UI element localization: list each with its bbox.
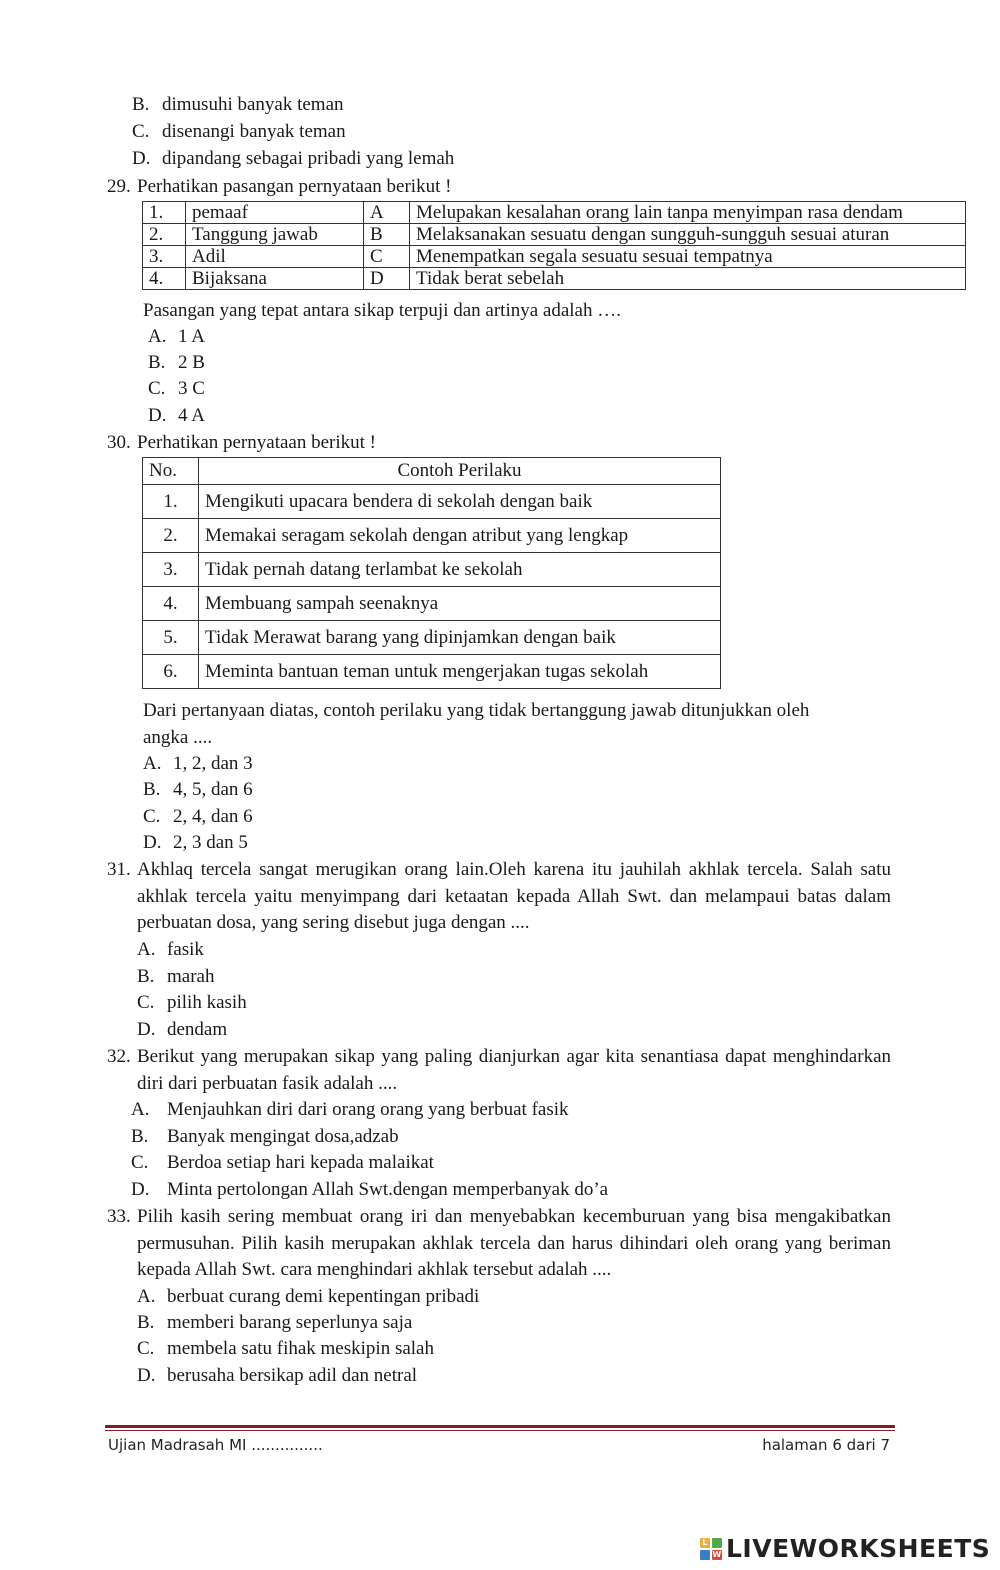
- q30-prompt-line1: Dari pertanyaan diatas, contoh perilaku yang tidak bertanggung jawab ditunjukkan oleh: [143, 700, 810, 721]
- q32-option-b[interactable]: B. Banyak mengingat dosa,adzab: [131, 1126, 399, 1147]
- q29-prompt: Pasangan yang tepat antara sikap terpuji dan artinya adalah ….: [143, 300, 621, 321]
- footer-left: Ujian Madrasah MI ...............: [108, 1436, 323, 1454]
- question-32: Berikut yang merupakan sikap yang paling dianjurkan agar kita senantiasa dapat menghindarkan diri dari perbuatan fasik adalah ....: [137, 1046, 891, 1094]
- q30-option-b[interactable]: B. 4, 5, dan 6: [143, 779, 253, 800]
- q31-option-a[interactable]: A. fasik: [137, 939, 204, 960]
- q32-option-d[interactable]: D. Minta pertolongan Allah Swt.dengan memperbanyak do’a: [131, 1179, 609, 1200]
- table-row: 3. Tidak pernah datang terlambat ke sekolah: [143, 553, 721, 587]
- q31-option-b[interactable]: B. marah: [137, 966, 215, 987]
- q32-option-a[interactable]: A. Menjauhkan diri dari orang orang yang berbuat fasik: [131, 1099, 569, 1120]
- q29-option-d[interactable]: D. 4 A: [148, 405, 205, 426]
- q29-table: [142, 201, 966, 290]
- q31-option-d[interactable]: D. dendam: [137, 1019, 228, 1040]
- q31-number: 31.: [107, 859, 131, 880]
- option-c[interactable]: C. disenangi banyak teman: [132, 121, 346, 142]
- q29-option-b[interactable]: B. 2 B: [148, 352, 205, 373]
- table-header: No. Contoh Perilaku: [143, 458, 721, 485]
- q33-option-a[interactable]: A. berbuat curang demi kepentingan pribadi: [137, 1286, 480, 1307]
- table-row: 3. Adil C Menempatkan segala sesuatu sesuai tempatnya: [143, 246, 966, 268]
- table-row: 6. Meminta bantuan teman untuk mengerjakan tugas sekolah: [143, 655, 721, 689]
- table-row: 1. Mengikuti upacara bendera di sekolah dengan baik: [143, 485, 721, 519]
- liveworksheets-logo-icon: L W: [700, 1538, 722, 1560]
- option-d[interactable]: D. dipandang sebagai pribadi yang lemah: [132, 148, 455, 169]
- question-33: Pilih kasih sering membuat orang iri dan menyebabkan kecemburuan yang bisa mengakibatkan permusuhan. Pilih kasih merupakan akhlak tercela dan harus dihindari oleh orang yang beriman kepada Allah Swt. cara menghindari akhlak tersebut adalah ....: [137, 1206, 891, 1281]
- q33-option-b[interactable]: B. memberi barang seperlunya saja: [137, 1312, 413, 1333]
- q30-prompt-line2: angka ....: [143, 727, 213, 748]
- table-row: 1. pemaaf A Melupakan kesalahan orang lain tanpa menyimpan rasa dendam: [143, 202, 966, 224]
- table-row: 2. Tanggung jawab B Melaksanakan sesuatu dengan sungguh-sungguh sesuai aturan: [143, 224, 966, 246]
- q32-option-c[interactable]: C. Berdoa setiap hari kepada malaikat: [131, 1152, 434, 1173]
- q29-option-c[interactable]: C. 3 C: [148, 378, 205, 399]
- q30-option-c[interactable]: C. 2, 4, dan 6: [143, 806, 253, 827]
- q33-option-d[interactable]: D. berusaha bersikap adil dan netral: [137, 1365, 418, 1386]
- q30-table: [142, 457, 721, 689]
- q30-option-d[interactable]: D. 2, 3 dan 5: [143, 832, 248, 853]
- table-row: 2. Memakai seragam sekolah dengan atribut yang lengkap: [143, 519, 721, 553]
- q29-option-a[interactable]: A. 1 A: [148, 326, 205, 347]
- table-row: 4. Bijaksana D Tidak berat sebelah: [143, 268, 966, 290]
- table-row: 4. Membuang sampah seenaknya: [143, 587, 721, 621]
- footer-page-number: halaman 6 dari 7: [762, 1436, 890, 1454]
- question-31: Akhlaq tercela sangat merugikan orang lain.Oleh karena itu jauhilah akhlak tercela. Salah satu akhlak tercela yaitu menyimpang dari ketaatan kepada Allah Swt. dan melampaui batas dalam perbuatan dosa, yang sering disebut juga dengan ....: [137, 859, 891, 934]
- footer-divider: [105, 1425, 895, 1428]
- question-29: 29. Perhatikan pasangan pernyataan berikut !: [107, 176, 452, 197]
- table-row: 5. Tidak Merawat barang yang dipinjamkan dengan baik: [143, 621, 721, 655]
- footer-divider-thin: [105, 1430, 895, 1431]
- q33-number: 33.: [107, 1206, 131, 1227]
- brand-name: LIVEWORKSHEETS: [726, 1534, 991, 1563]
- q32-number: 32.: [107, 1046, 131, 1067]
- q33-option-c[interactable]: C. membela satu fihak meskipin salah: [137, 1338, 434, 1359]
- question-30: 30. Perhatikan pernyataan berikut !: [107, 432, 376, 453]
- option-b[interactable]: B. dimusuhi banyak teman: [132, 94, 344, 115]
- q31-option-c[interactable]: C. pilih kasih: [137, 992, 247, 1013]
- liveworksheets-logo[interactable]: [700, 1534, 990, 1563]
- q30-option-a[interactable]: A. 1, 2, dan 3: [143, 753, 253, 774]
